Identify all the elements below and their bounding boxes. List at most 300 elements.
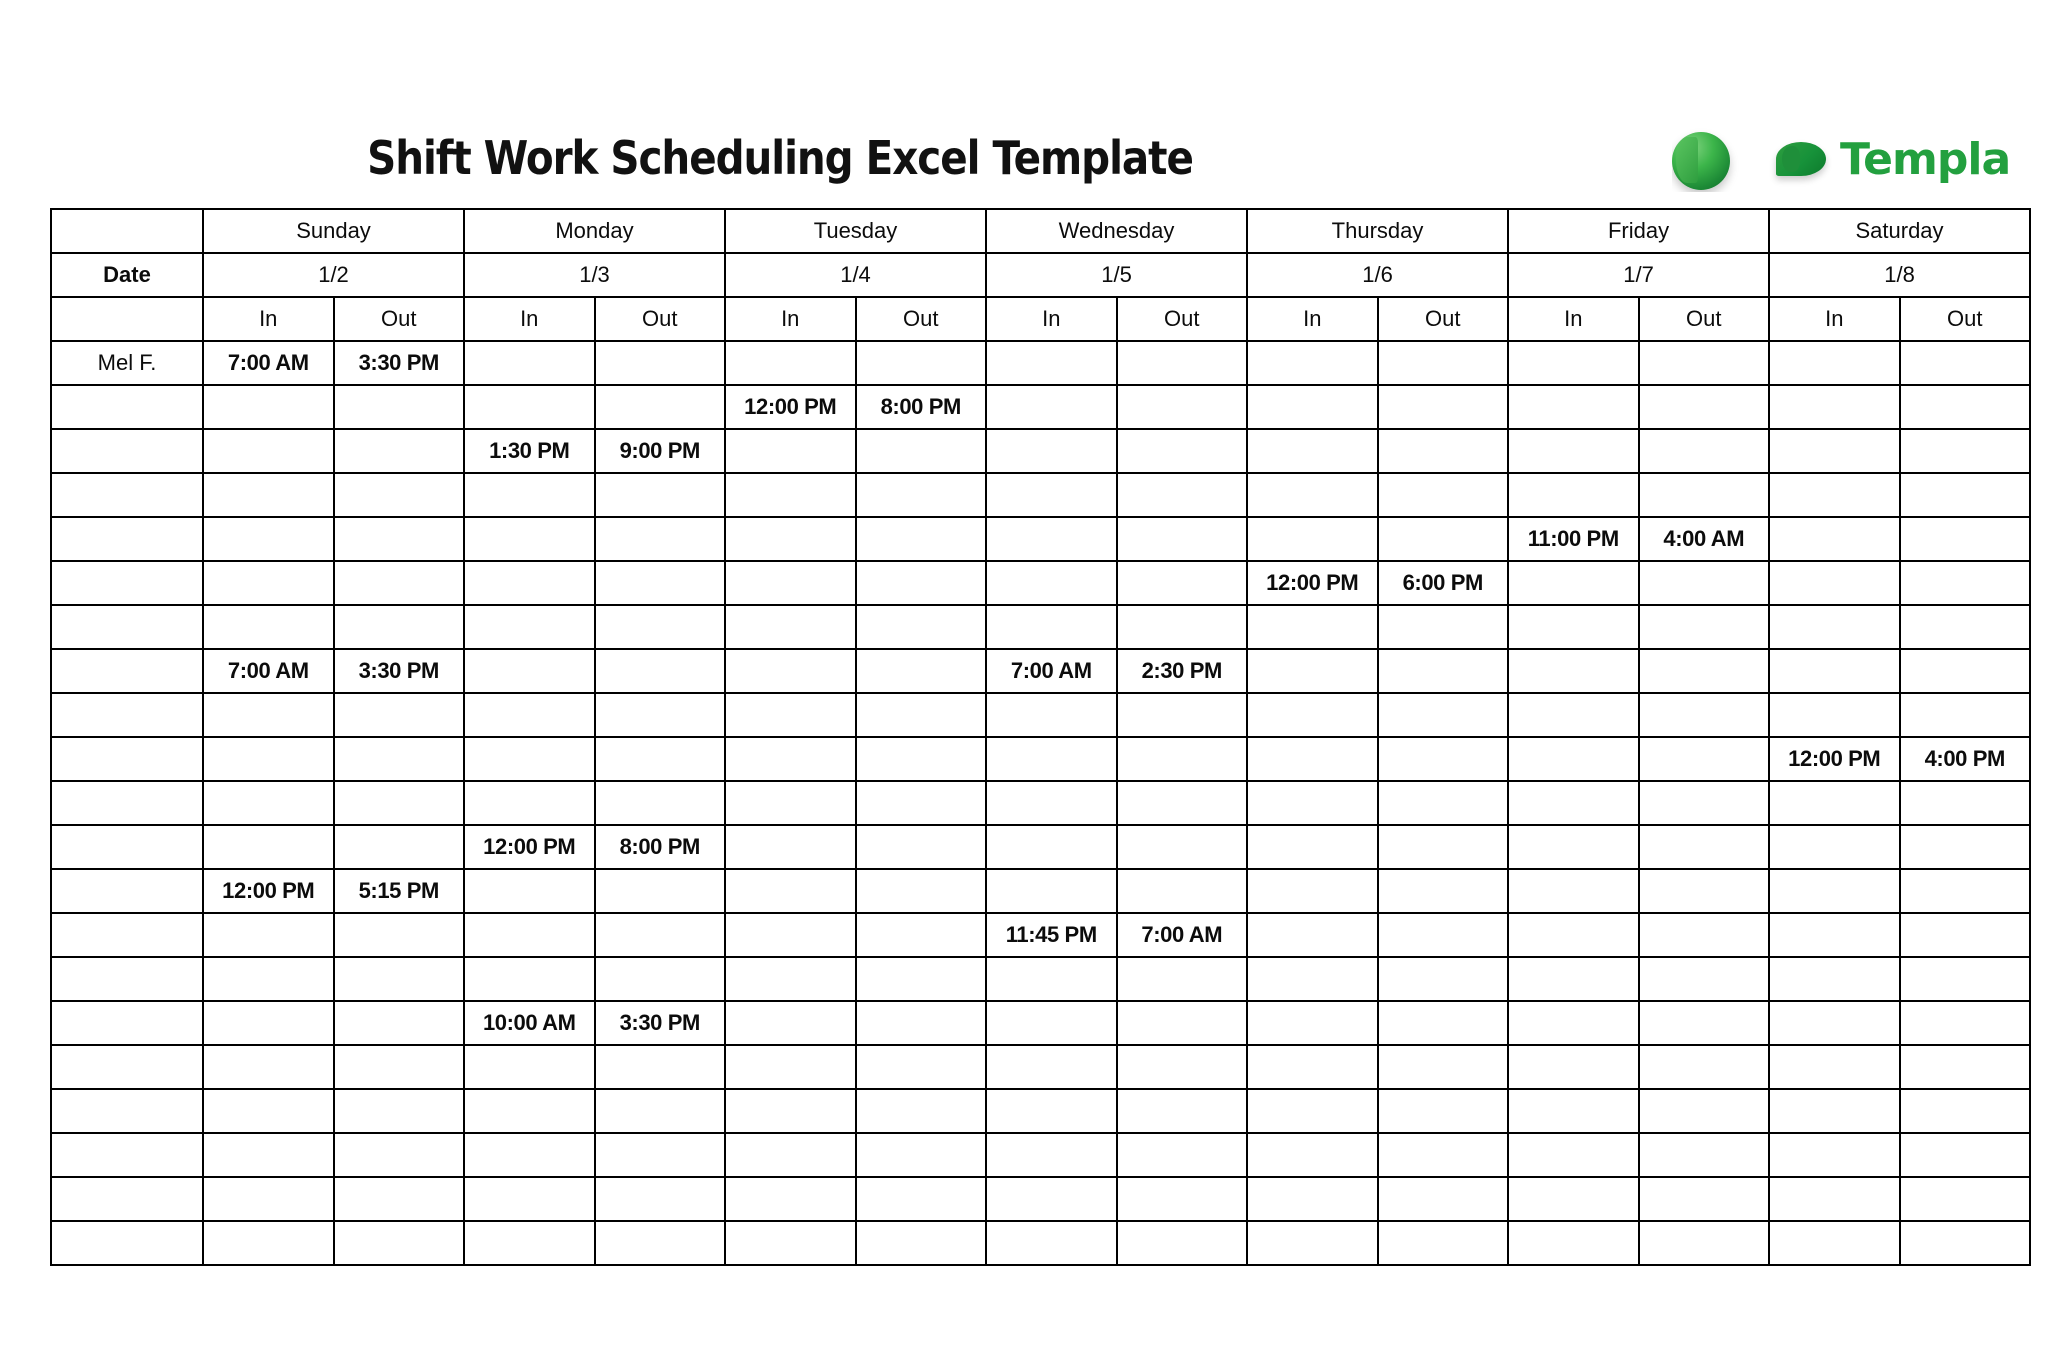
shift-out-cell[interactable]: 8:00 PM: [595, 825, 726, 869]
shift-out-cell[interactable]: [856, 473, 987, 517]
shift-out-cell[interactable]: [1639, 429, 1770, 473]
shift-out-cell[interactable]: [595, 1133, 726, 1177]
shift-in-cell[interactable]: [1769, 693, 1900, 737]
shift-out-cell[interactable]: [856, 693, 987, 737]
shift-in-cell[interactable]: [986, 737, 1117, 781]
date-cell-thursday[interactable]: 1/6: [1247, 253, 1508, 297]
shift-in-cell[interactable]: [1769, 913, 1900, 957]
shift-out-cell[interactable]: [856, 605, 987, 649]
shift-out-cell[interactable]: [856, 737, 987, 781]
employee-name-cell[interactable]: [51, 1133, 203, 1177]
shift-out-cell[interactable]: [595, 737, 726, 781]
shift-out-cell[interactable]: [1378, 781, 1509, 825]
shift-out-cell[interactable]: [1378, 649, 1509, 693]
shift-out-cell[interactable]: [1900, 1001, 2031, 1045]
shift-out-cell[interactable]: [334, 1221, 465, 1265]
shift-in-cell[interactable]: [1247, 385, 1378, 429]
shift-out-cell[interactable]: 6:00 PM: [1378, 561, 1509, 605]
shift-in-cell[interactable]: [725, 429, 856, 473]
shift-out-cell[interactable]: [595, 517, 726, 561]
shift-in-cell[interactable]: 11:45 PM: [986, 913, 1117, 957]
shift-in-cell[interactable]: [1769, 429, 1900, 473]
shift-out-cell[interactable]: [1378, 385, 1509, 429]
shift-in-cell[interactable]: [1769, 781, 1900, 825]
shift-out-cell[interactable]: [856, 869, 987, 913]
shift-out-cell[interactable]: [1639, 1089, 1770, 1133]
shift-out-cell[interactable]: [1378, 517, 1509, 561]
shift-in-cell[interactable]: [1508, 693, 1639, 737]
shift-out-cell[interactable]: [1900, 913, 2031, 957]
shift-in-cell[interactable]: [464, 605, 595, 649]
shift-in-cell[interactable]: 12:00 PM: [1247, 561, 1378, 605]
shift-in-cell[interactable]: [1247, 649, 1378, 693]
shift-out-cell[interactable]: [1378, 869, 1509, 913]
shift-out-cell[interactable]: [1378, 1177, 1509, 1221]
shift-out-cell[interactable]: [334, 1001, 465, 1045]
shift-out-cell[interactable]: [334, 385, 465, 429]
shift-in-cell[interactable]: [986, 869, 1117, 913]
shift-out-cell[interactable]: [1639, 1133, 1770, 1177]
shift-in-cell[interactable]: [1247, 1001, 1378, 1045]
shift-out-cell[interactable]: [1117, 605, 1248, 649]
shift-out-cell[interactable]: [1900, 781, 2031, 825]
shift-out-cell[interactable]: [1900, 341, 2031, 385]
shift-out-cell[interactable]: [1639, 605, 1770, 649]
shift-out-cell[interactable]: [1900, 385, 2031, 429]
shift-out-cell[interactable]: [1117, 561, 1248, 605]
shift-in-cell[interactable]: [1247, 1177, 1378, 1221]
date-cell-sunday[interactable]: 1/2: [203, 253, 464, 297]
shift-out-cell[interactable]: [1378, 605, 1509, 649]
shift-out-cell[interactable]: [1378, 693, 1509, 737]
shift-out-cell[interactable]: [334, 781, 465, 825]
shift-out-cell[interactable]: 4:00 PM: [1900, 737, 2031, 781]
shift-out-cell[interactable]: [856, 1089, 987, 1133]
shift-out-cell[interactable]: [1117, 473, 1248, 517]
shift-in-cell[interactable]: [1247, 517, 1378, 561]
shift-in-cell[interactable]: [1247, 341, 1378, 385]
shift-in-cell[interactable]: [1247, 913, 1378, 957]
employee-name-cell[interactable]: [51, 913, 203, 957]
shift-in-cell[interactable]: [203, 825, 334, 869]
shift-out-cell[interactable]: [856, 341, 987, 385]
shift-in-cell[interactable]: [1769, 649, 1900, 693]
shift-in-cell[interactable]: [1769, 1045, 1900, 1089]
shift-in-cell[interactable]: [1247, 869, 1378, 913]
shift-in-cell[interactable]: [1769, 385, 1900, 429]
shift-out-cell[interactable]: [595, 1089, 726, 1133]
shift-in-cell[interactable]: [986, 781, 1117, 825]
shift-in-cell[interactable]: [1508, 825, 1639, 869]
shift-in-cell[interactable]: [986, 1089, 1117, 1133]
shift-in-cell[interactable]: [725, 781, 856, 825]
shift-out-cell[interactable]: [1117, 385, 1248, 429]
shift-out-cell[interactable]: [1117, 1001, 1248, 1045]
shift-out-cell[interactable]: [1117, 1221, 1248, 1265]
date-cell-wednesday[interactable]: 1/5: [986, 253, 1247, 297]
shift-out-cell[interactable]: [856, 1221, 987, 1265]
shift-in-cell[interactable]: 12:00 PM: [725, 385, 856, 429]
shift-out-cell[interactable]: [1900, 429, 2031, 473]
shift-out-cell[interactable]: [1378, 1089, 1509, 1133]
shift-out-cell[interactable]: [595, 605, 726, 649]
shift-in-cell[interactable]: [203, 517, 334, 561]
shift-in-cell[interactable]: 7:00 AM: [203, 341, 334, 385]
shift-out-cell[interactable]: [1378, 1001, 1509, 1045]
shift-in-cell[interactable]: [1247, 429, 1378, 473]
shift-out-cell[interactable]: [1900, 605, 2031, 649]
shift-in-cell[interactable]: 12:00 PM: [1769, 737, 1900, 781]
shift-out-cell[interactable]: [1639, 385, 1770, 429]
shift-out-cell[interactable]: [1639, 913, 1770, 957]
shift-in-cell[interactable]: [1508, 1045, 1639, 1089]
shift-out-cell[interactable]: 9:00 PM: [595, 429, 726, 473]
shift-out-cell[interactable]: [856, 825, 987, 869]
shift-in-cell[interactable]: [464, 561, 595, 605]
shift-out-cell[interactable]: [595, 341, 726, 385]
shift-in-cell[interactable]: [725, 517, 856, 561]
shift-out-cell[interactable]: 5:15 PM: [334, 869, 465, 913]
employee-name-cell[interactable]: [51, 957, 203, 1001]
shift-in-cell[interactable]: [203, 1089, 334, 1133]
employee-name-cell[interactable]: [51, 561, 203, 605]
shift-in-cell[interactable]: [1769, 341, 1900, 385]
shift-out-cell[interactable]: [1378, 1221, 1509, 1265]
shift-in-cell[interactable]: [1508, 1133, 1639, 1177]
shift-out-cell[interactable]: [334, 693, 465, 737]
shift-out-cell[interactable]: [1117, 1045, 1248, 1089]
shift-out-cell[interactable]: [1378, 737, 1509, 781]
shift-out-cell[interactable]: [1900, 561, 2031, 605]
shift-in-cell[interactable]: [1769, 869, 1900, 913]
shift-out-cell[interactable]: [595, 957, 726, 1001]
employee-name-cell[interactable]: [51, 869, 203, 913]
shift-out-cell[interactable]: [334, 517, 465, 561]
shift-in-cell[interactable]: [1247, 1089, 1378, 1133]
shift-in-cell[interactable]: [203, 781, 334, 825]
shift-in-cell[interactable]: [464, 649, 595, 693]
shift-in-cell[interactable]: [203, 1045, 334, 1089]
employee-name-cell[interactable]: [51, 1221, 203, 1265]
shift-in-cell[interactable]: [1508, 781, 1639, 825]
shift-in-cell[interactable]: [725, 1221, 856, 1265]
shift-out-cell[interactable]: [1639, 737, 1770, 781]
employee-name-cell[interactable]: [51, 1001, 203, 1045]
shift-out-cell[interactable]: [1639, 693, 1770, 737]
shift-out-cell[interactable]: [1378, 341, 1509, 385]
shift-out-cell[interactable]: [1900, 825, 2031, 869]
shift-in-cell[interactable]: [203, 429, 334, 473]
shift-in-cell[interactable]: [1769, 561, 1900, 605]
shift-in-cell[interactable]: [725, 605, 856, 649]
shift-in-cell[interactable]: [986, 957, 1117, 1001]
shift-in-cell[interactable]: [1247, 1133, 1378, 1177]
shift-out-cell[interactable]: [1117, 869, 1248, 913]
shift-out-cell[interactable]: [856, 957, 987, 1001]
shift-in-cell[interactable]: [1247, 781, 1378, 825]
shift-in-cell[interactable]: 1:30 PM: [464, 429, 595, 473]
shift-out-cell[interactable]: [334, 1133, 465, 1177]
shift-in-cell[interactable]: [1508, 385, 1639, 429]
shift-out-cell[interactable]: [1639, 957, 1770, 1001]
shift-in-cell[interactable]: [986, 473, 1117, 517]
shift-out-cell[interactable]: [1117, 957, 1248, 1001]
shift-in-cell[interactable]: [986, 429, 1117, 473]
shift-in-cell[interactable]: [986, 517, 1117, 561]
shift-in-cell[interactable]: [1247, 605, 1378, 649]
shift-out-cell[interactable]: [1378, 957, 1509, 1001]
shift-in-cell[interactable]: [986, 1221, 1117, 1265]
employee-name-cell[interactable]: [51, 1045, 203, 1089]
shift-out-cell[interactable]: [334, 1177, 465, 1221]
shift-in-cell[interactable]: [1508, 1089, 1639, 1133]
shift-in-cell[interactable]: [986, 385, 1117, 429]
shift-out-cell[interactable]: [595, 913, 726, 957]
shift-in-cell[interactable]: [986, 1177, 1117, 1221]
shift-in-cell[interactable]: [203, 1221, 334, 1265]
shift-in-cell[interactable]: [725, 825, 856, 869]
shift-out-cell[interactable]: [1639, 341, 1770, 385]
shift-out-cell[interactable]: [1639, 1045, 1770, 1089]
shift-in-cell[interactable]: [986, 561, 1117, 605]
shift-in-cell[interactable]: [725, 1001, 856, 1045]
shift-in-cell[interactable]: [464, 781, 595, 825]
shift-in-cell[interactable]: [1508, 605, 1639, 649]
employee-name-cell[interactable]: [51, 1177, 203, 1221]
shift-out-cell[interactable]: [595, 1177, 726, 1221]
shift-out-cell[interactable]: [1117, 781, 1248, 825]
shift-in-cell[interactable]: [986, 341, 1117, 385]
shift-in-cell[interactable]: [203, 1177, 334, 1221]
shift-in-cell[interactable]: [1508, 957, 1639, 1001]
shift-in-cell[interactable]: [1769, 1133, 1900, 1177]
shift-in-cell[interactable]: [725, 957, 856, 1001]
shift-out-cell[interactable]: 8:00 PM: [856, 385, 987, 429]
shift-out-cell[interactable]: [1900, 693, 2031, 737]
shift-out-cell[interactable]: [1378, 825, 1509, 869]
shift-out-cell[interactable]: 3:30 PM: [334, 341, 465, 385]
shift-in-cell[interactable]: [725, 1133, 856, 1177]
shift-out-cell[interactable]: [1900, 1089, 2031, 1133]
shift-in-cell[interactable]: [1247, 473, 1378, 517]
shift-out-cell[interactable]: [856, 649, 987, 693]
shift-out-cell[interactable]: [1900, 1133, 2031, 1177]
shift-out-cell[interactable]: [334, 429, 465, 473]
shift-out-cell[interactable]: [1900, 1045, 2031, 1089]
shift-in-cell[interactable]: [464, 957, 595, 1001]
shift-out-cell[interactable]: [1117, 693, 1248, 737]
shift-out-cell[interactable]: [334, 561, 465, 605]
shift-in-cell[interactable]: 7:00 AM: [203, 649, 334, 693]
shift-in-cell[interactable]: [1247, 825, 1378, 869]
shift-in-cell[interactable]: [725, 737, 856, 781]
shift-in-cell[interactable]: [464, 737, 595, 781]
employee-name-cell[interactable]: Mel F.: [51, 341, 203, 385]
shift-out-cell[interactable]: [856, 1133, 987, 1177]
shift-in-cell[interactable]: [203, 913, 334, 957]
shift-in-cell[interactable]: [464, 517, 595, 561]
shift-out-cell[interactable]: [334, 605, 465, 649]
shift-out-cell[interactable]: [1639, 869, 1770, 913]
shift-out-cell[interactable]: [334, 825, 465, 869]
shift-in-cell[interactable]: [203, 693, 334, 737]
shift-in-cell[interactable]: [1769, 517, 1900, 561]
shift-out-cell[interactable]: [334, 913, 465, 957]
shift-out-cell[interactable]: 2:30 PM: [1117, 649, 1248, 693]
shift-in-cell[interactable]: [1769, 1089, 1900, 1133]
employee-name-cell[interactable]: [51, 737, 203, 781]
employee-name-cell[interactable]: [51, 649, 203, 693]
shift-in-cell[interactable]: [1247, 693, 1378, 737]
shift-out-cell[interactable]: [595, 1221, 726, 1265]
date-cell-tuesday[interactable]: 1/4: [725, 253, 986, 297]
shift-in-cell[interactable]: [464, 1045, 595, 1089]
shift-out-cell[interactable]: [856, 1177, 987, 1221]
shift-in-cell[interactable]: [986, 1001, 1117, 1045]
shift-out-cell[interactable]: [595, 869, 726, 913]
shift-in-cell[interactable]: [1508, 913, 1639, 957]
shift-out-cell[interactable]: [1639, 473, 1770, 517]
shift-in-cell[interactable]: [1769, 957, 1900, 1001]
shift-in-cell[interactable]: 7:00 AM: [986, 649, 1117, 693]
shift-out-cell[interactable]: [1639, 825, 1770, 869]
shift-in-cell[interactable]: [1769, 1221, 1900, 1265]
date-cell-friday[interactable]: 1/7: [1508, 253, 1769, 297]
shift-in-cell[interactable]: [986, 1133, 1117, 1177]
shift-out-cell[interactable]: [595, 385, 726, 429]
shift-in-cell[interactable]: 12:00 PM: [464, 825, 595, 869]
shift-in-cell[interactable]: [1769, 605, 1900, 649]
shift-in-cell[interactable]: [1247, 737, 1378, 781]
shift-in-cell[interactable]: [464, 1177, 595, 1221]
employee-name-cell[interactable]: [51, 693, 203, 737]
shift-in-cell[interactable]: [1508, 869, 1639, 913]
shift-in-cell[interactable]: [1508, 649, 1639, 693]
shift-in-cell[interactable]: [464, 341, 595, 385]
shift-in-cell[interactable]: [464, 1089, 595, 1133]
shift-in-cell[interactable]: [986, 605, 1117, 649]
employee-name-cell[interactable]: [51, 429, 203, 473]
shift-in-cell[interactable]: [1508, 737, 1639, 781]
shift-in-cell[interactable]: [203, 737, 334, 781]
shift-out-cell[interactable]: [856, 429, 987, 473]
employee-name-cell[interactable]: [51, 825, 203, 869]
shift-in-cell[interactable]: [1508, 1177, 1639, 1221]
employee-name-cell[interactable]: [51, 605, 203, 649]
shift-out-cell[interactable]: [1900, 1221, 2031, 1265]
date-cell-monday[interactable]: 1/3: [464, 253, 725, 297]
shift-out-cell[interactable]: [595, 1045, 726, 1089]
shift-in-cell[interactable]: 11:00 PM: [1508, 517, 1639, 561]
shift-in-cell[interactable]: [1508, 561, 1639, 605]
shift-out-cell[interactable]: [856, 1045, 987, 1089]
shift-in-cell[interactable]: [1769, 825, 1900, 869]
shift-in-cell[interactable]: [725, 1177, 856, 1221]
shift-out-cell[interactable]: [1117, 341, 1248, 385]
shift-in-cell[interactable]: [986, 1045, 1117, 1089]
shift-in-cell[interactable]: [725, 341, 856, 385]
shift-out-cell[interactable]: [856, 561, 987, 605]
shift-in-cell[interactable]: [725, 649, 856, 693]
shift-in-cell[interactable]: [1508, 1221, 1639, 1265]
shift-in-cell[interactable]: [1247, 957, 1378, 1001]
shift-in-cell[interactable]: [1769, 1177, 1900, 1221]
shift-in-cell[interactable]: [725, 869, 856, 913]
shift-out-cell[interactable]: [1117, 737, 1248, 781]
employee-name-cell[interactable]: [51, 781, 203, 825]
shift-in-cell[interactable]: [725, 693, 856, 737]
shift-out-cell[interactable]: [595, 693, 726, 737]
shift-out-cell[interactable]: 3:30 PM: [334, 649, 465, 693]
shift-out-cell[interactable]: [1378, 1133, 1509, 1177]
shift-out-cell[interactable]: [856, 913, 987, 957]
shift-out-cell[interactable]: [334, 737, 465, 781]
shift-in-cell[interactable]: [464, 869, 595, 913]
shift-out-cell[interactable]: [1378, 1045, 1509, 1089]
shift-out-cell[interactable]: [1900, 473, 2031, 517]
shift-out-cell[interactable]: [1378, 473, 1509, 517]
date-cell-saturday[interactable]: 1/8: [1769, 253, 2030, 297]
shift-out-cell[interactable]: [334, 473, 465, 517]
shift-in-cell[interactable]: [203, 385, 334, 429]
shift-in-cell[interactable]: [464, 693, 595, 737]
shift-out-cell[interactable]: [595, 649, 726, 693]
shift-out-cell[interactable]: [1900, 957, 2031, 1001]
shift-out-cell[interactable]: [1639, 781, 1770, 825]
shift-in-cell[interactable]: 10:00 AM: [464, 1001, 595, 1045]
shift-out-cell[interactable]: [1639, 1177, 1770, 1221]
shift-out-cell[interactable]: [1117, 1133, 1248, 1177]
shift-out-cell[interactable]: [334, 1089, 465, 1133]
shift-out-cell[interactable]: 7:00 AM: [1117, 913, 1248, 957]
shift-in-cell[interactable]: [725, 913, 856, 957]
shift-in-cell[interactable]: [203, 1133, 334, 1177]
shift-in-cell[interactable]: [464, 1133, 595, 1177]
shift-out-cell[interactable]: [1378, 913, 1509, 957]
shift-in-cell[interactable]: [986, 693, 1117, 737]
shift-in-cell[interactable]: [725, 561, 856, 605]
shift-out-cell[interactable]: [595, 561, 726, 605]
employee-name-cell[interactable]: [51, 1089, 203, 1133]
shift-out-cell[interactable]: [1117, 517, 1248, 561]
shift-out-cell[interactable]: [595, 473, 726, 517]
shift-in-cell[interactable]: [1508, 1001, 1639, 1045]
shift-out-cell[interactable]: [334, 1045, 465, 1089]
employee-name-cell[interactable]: [51, 517, 203, 561]
shift-in-cell[interactable]: [725, 1089, 856, 1133]
shift-out-cell[interactable]: [1639, 1001, 1770, 1045]
shift-in-cell[interactable]: [1769, 1001, 1900, 1045]
shift-in-cell[interactable]: [203, 1001, 334, 1045]
shift-out-cell[interactable]: [1900, 517, 2031, 561]
shift-in-cell[interactable]: [725, 473, 856, 517]
shift-in-cell[interactable]: [203, 957, 334, 1001]
shift-out-cell[interactable]: [1639, 561, 1770, 605]
shift-out-cell[interactable]: [856, 1001, 987, 1045]
employee-name-cell[interactable]: [51, 473, 203, 517]
shift-out-cell[interactable]: [1639, 1221, 1770, 1265]
shift-in-cell[interactable]: [986, 825, 1117, 869]
shift-out-cell[interactable]: 3:30 PM: [595, 1001, 726, 1045]
shift-in-cell[interactable]: 12:00 PM: [203, 869, 334, 913]
shift-in-cell[interactable]: [464, 385, 595, 429]
shift-in-cell[interactable]: [464, 1221, 595, 1265]
shift-in-cell[interactable]: [725, 1045, 856, 1089]
shift-in-cell[interactable]: [1508, 341, 1639, 385]
shift-out-cell[interactable]: [1639, 649, 1770, 693]
shift-in-cell[interactable]: [464, 913, 595, 957]
shift-out-cell[interactable]: 4:00 AM: [1639, 517, 1770, 561]
